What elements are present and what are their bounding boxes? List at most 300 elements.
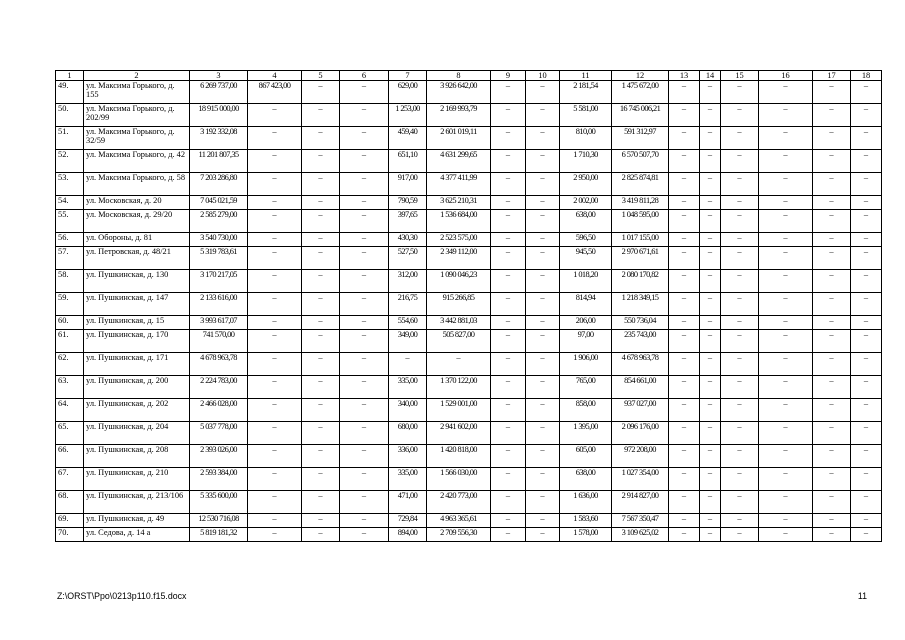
value-cell: 3 625 210,31 [427,196,491,210]
empty-cell: – [248,353,302,376]
value-cell: 854 661,00 [612,376,669,399]
empty-cell: – [759,81,813,104]
empty-cell: – [491,316,526,330]
empty-cell: – [302,233,340,247]
row-number: 63. [56,376,84,399]
value-cell: 3 192 332,08 [190,127,248,150]
empty-cell: – [721,210,759,233]
empty-cell: – [340,233,389,247]
address-cell: ул. Московская, д. 20 [84,196,190,210]
empty-cell: – [759,422,813,445]
row-number: 67. [56,468,84,491]
empty-cell: – [526,468,560,491]
empty-cell: – [700,353,721,376]
empty-cell: – [759,376,813,399]
table-row [56,422,882,445]
empty-cell: – [491,247,526,270]
value-cell: 3 109 625,02 [612,528,669,542]
empty-cell: – [491,173,526,196]
empty-cell: – [759,196,813,210]
empty-cell: – [700,422,721,445]
empty-cell: – [491,330,526,353]
column-number: 2 [84,71,190,81]
empty-cell: – [813,247,851,270]
address-cell: ул. Максима Горького, д. 32/59 [84,127,190,150]
empty-cell: – [700,445,721,468]
value-cell: 2 950,00 [560,173,612,196]
value-cell: 915 266,85 [427,293,491,316]
empty-cell: – [669,173,700,196]
empty-cell: – [851,376,882,399]
column-number: 18 [851,71,882,81]
empty-cell: – [851,173,882,196]
empty-cell: – [491,514,526,528]
row-number: 65. [56,422,84,445]
column-number: 8 [427,71,491,81]
empty-cell: – [851,353,882,376]
empty-cell: – [526,247,560,270]
column-number: 14 [700,71,721,81]
empty-cell: – [700,210,721,233]
column-number: 16 [759,71,813,81]
value-cell: 7 203 286,80 [190,173,248,196]
table-row [56,210,882,233]
value-cell: 2 601 019,11 [427,127,491,150]
empty-cell: – [340,270,389,293]
value-cell: 2 393 026,00 [190,445,248,468]
table-row [56,127,882,150]
column-number: 5 [302,71,340,81]
empty-cell: – [669,353,700,376]
empty-cell: – [700,127,721,150]
table-row [56,270,882,293]
value-cell: 4 963 365,61 [427,514,491,528]
empty-cell: – [302,528,340,542]
empty-cell: – [721,491,759,514]
empty-cell: – [700,468,721,491]
value-cell: 5 319 783,61 [190,247,248,270]
table-row [56,468,882,491]
column-number: 11 [560,71,612,81]
value-cell: 741 570,00 [190,330,248,353]
empty-cell: – [851,399,882,422]
empty-cell: – [491,376,526,399]
empty-cell: – [248,127,302,150]
empty-cell: – [302,422,340,445]
empty-cell: – [813,376,851,399]
empty-cell: – [340,514,389,528]
value-cell: 2 002,00 [560,196,612,210]
column-number: 12 [612,71,669,81]
table-row [56,491,882,514]
data-table [55,70,882,542]
empty-cell: – [526,196,560,210]
empty-cell: – [340,353,389,376]
empty-cell: – [851,316,882,330]
empty-cell: – [700,196,721,210]
empty-cell: – [669,376,700,399]
row-number: 69. [56,514,84,528]
value-cell: 3 993 617,07 [190,316,248,330]
value-cell: 6 269 737,00 [190,81,248,104]
value-cell: 206,00 [560,316,612,330]
empty-cell: – [721,353,759,376]
empty-cell: – [526,528,560,542]
empty-cell: – [248,514,302,528]
empty-cell: – [340,528,389,542]
empty-cell: – [248,270,302,293]
value-cell: 1 090 046,23 [427,270,491,293]
value-cell: 591 312,97 [612,127,669,150]
empty-cell: – [851,233,882,247]
value-cell: 2 080 170,82 [612,270,669,293]
value-cell: 11 201 807,35 [190,150,248,173]
column-number: 3 [190,71,248,81]
address-cell: ул. Пушкинская, д. 130 [84,270,190,293]
value-cell: 5 037 778,00 [190,422,248,445]
empty-cell: – [813,127,851,150]
empty-cell: – [759,316,813,330]
value-cell: 2 466 028,00 [190,399,248,422]
empty-cell: – [248,173,302,196]
empty-cell: – [759,293,813,316]
value-cell: 1 420 818,00 [427,445,491,468]
empty-cell: – [302,445,340,468]
empty-cell: – [526,316,560,330]
empty-cell: – [340,422,389,445]
value-cell: 894,00 [389,528,427,542]
value-cell: 97,00 [560,330,612,353]
empty-cell: – [721,233,759,247]
empty-cell: – [851,247,882,270]
empty-cell: – [248,330,302,353]
value-cell: 1 048 595,00 [612,210,669,233]
address-cell: ул. Максима Горького, д. 42 [84,150,190,173]
value-cell: 729,84 [389,514,427,528]
empty-cell: – [302,150,340,173]
empty-cell: – [491,468,526,491]
empty-cell: – [813,445,851,468]
address-cell: ул. Петровская, д. 48/21 [84,247,190,270]
empty-cell: – [669,491,700,514]
row-number: 57. [56,247,84,270]
empty-cell: – [700,376,721,399]
address-cell: ул. Пушкинская, д. 170 [84,330,190,353]
empty-cell: – [721,445,759,468]
row-number: 52. [56,150,84,173]
empty-cell: – [248,150,302,173]
value-cell: 2 941 602,00 [427,422,491,445]
empty-cell: – [851,270,882,293]
empty-cell: – [813,399,851,422]
empty-cell: – [813,104,851,127]
value-cell: 5 819 181,32 [190,528,248,542]
empty-cell: – [491,270,526,293]
empty-cell: – [813,468,851,491]
value-cell: 2 709 556,30 [427,528,491,542]
table-row [56,376,882,399]
empty-cell: – [669,468,700,491]
empty-cell: – [248,233,302,247]
empty-cell: – [759,353,813,376]
empty-cell: – [340,330,389,353]
empty-cell: – [700,270,721,293]
empty-cell: – [526,173,560,196]
empty-cell: – [851,422,882,445]
value-cell: 1 370 122,00 [427,376,491,399]
empty-cell: – [340,210,389,233]
row-number: 58. [56,270,84,293]
empty-cell: – [340,247,389,270]
empty-cell: – [340,316,389,330]
column-number: 7 [389,71,427,81]
empty-cell: – [721,528,759,542]
empty-cell: – [669,514,700,528]
empty-cell: – [248,293,302,316]
empty-cell: – [813,353,851,376]
value-cell: 527,50 [389,247,427,270]
empty-cell: – [302,270,340,293]
value-cell: 1 017 155,00 [612,233,669,247]
empty-cell: – [669,293,700,316]
empty-cell: – [526,233,560,247]
empty-cell: – [721,247,759,270]
column-number: 10 [526,71,560,81]
value-cell: 2 420 773,00 [427,491,491,514]
value-cell: 651,10 [389,150,427,173]
value-cell: 790,59 [389,196,427,210]
address-cell: ул. Максима Горького, д. 202/99 [84,104,190,127]
value-cell: 4 678 963,78 [612,353,669,376]
empty-cell: – [813,528,851,542]
empty-cell: – [669,316,700,330]
empty-cell: – [721,127,759,150]
empty-cell: – [669,399,700,422]
value-cell: 5 581,00 [560,104,612,127]
empty-cell: – [759,528,813,542]
empty-cell: – [526,376,560,399]
empty-cell: – [759,150,813,173]
address-cell: ул. Пушкинская, д. 210 [84,468,190,491]
value-cell: 596,50 [560,233,612,247]
empty-cell: – [669,330,700,353]
table-row [56,528,882,542]
footer-file-path: Z:\ORST\Ppo\0213p110.f15.docx [57,591,187,601]
value-cell: 5 335 600,00 [190,491,248,514]
empty-cell: – [813,270,851,293]
empty-cell: – [526,127,560,150]
value-cell: 2 133 616,00 [190,293,248,316]
empty-cell: – [813,81,851,104]
value-cell: 7 045 021,59 [190,196,248,210]
address-cell: ул. Пушкинская, д. 202 [84,399,190,422]
empty-cell: – [759,270,813,293]
empty-cell: – [302,81,340,104]
empty-cell: – [851,528,882,542]
value-cell: 1 395,00 [560,422,612,445]
empty-cell: – [700,399,721,422]
empty-cell: – [759,127,813,150]
empty-cell: – [526,81,560,104]
row-number: 59. [56,293,84,316]
row-number: 61. [56,330,84,353]
empty-cell: – [851,150,882,173]
empty-cell: – [669,422,700,445]
value-cell: 12 530 716,08 [190,514,248,528]
empty-cell: – [813,514,851,528]
empty-cell: – [813,422,851,445]
empty-cell: – [302,196,340,210]
address-cell: ул. Пушкинская, д. 49 [84,514,190,528]
empty-cell: – [759,491,813,514]
value-cell: 2 593 384,00 [190,468,248,491]
value-cell: 335,00 [389,468,427,491]
empty-cell: – [721,81,759,104]
empty-cell: – [851,514,882,528]
empty-cell: – [759,445,813,468]
table-row [56,81,882,104]
empty-cell: – [669,528,700,542]
empty-cell: – [759,514,813,528]
table-row [56,293,882,316]
empty-cell: – [700,173,721,196]
empty-cell: – [721,468,759,491]
empty-cell: – [491,210,526,233]
empty-cell: – [759,104,813,127]
empty-cell: – [302,399,340,422]
value-cell: 335,00 [389,376,427,399]
empty-cell: – [721,514,759,528]
empty-cell: – [491,293,526,316]
address-cell: ул. Максима Горького, д. 155 [84,81,190,104]
table-row [56,399,882,422]
empty-cell: – [700,528,721,542]
empty-cell: – [302,330,340,353]
empty-cell: – [759,330,813,353]
value-cell: 1 536 684,00 [427,210,491,233]
value-cell: 1 583,60 [560,514,612,528]
empty-cell: – [491,233,526,247]
row-number: 70. [56,528,84,542]
empty-cell: – [669,81,700,104]
value-cell: 4 631 299,65 [427,150,491,173]
row-number: 53. [56,173,84,196]
address-cell: ул. Обороны, д. 81 [84,233,190,247]
value-cell: 638,00 [560,210,612,233]
value-cell: 3 926 642,00 [427,81,491,104]
value-cell: 4 377 411,99 [427,173,491,196]
value-cell: 858,00 [560,399,612,422]
empty-cell: – [340,127,389,150]
value-cell: 1 027 354,00 [612,468,669,491]
value-cell: 4 678 963,78 [190,353,248,376]
empty-cell: – [669,445,700,468]
empty-cell: – [340,104,389,127]
value-cell: 349,00 [389,330,427,353]
empty-cell: – [813,173,851,196]
empty-cell: – [526,104,560,127]
value-cell: 810,00 [560,127,612,150]
empty-cell: – [248,210,302,233]
empty-cell: – [721,376,759,399]
empty-cell: – [248,316,302,330]
column-number: 17 [813,71,851,81]
empty-cell: – [302,173,340,196]
empty-cell: – [851,210,882,233]
value-cell: 1 253,00 [389,104,427,127]
empty-cell: – [721,173,759,196]
empty-cell: – [526,399,560,422]
value-cell: 216,75 [389,293,427,316]
value-cell: 2 825 874,81 [612,173,669,196]
value-cell: 1 906,00 [560,353,612,376]
empty-cell: – [721,150,759,173]
empty-cell: – [851,468,882,491]
empty-cell: – [700,247,721,270]
empty-cell: – [340,491,389,514]
value-cell: 3 442 881,03 [427,316,491,330]
value-cell: 2 169 993,79 [427,104,491,127]
table-row [56,353,882,376]
empty-cell: – [491,399,526,422]
empty-cell: – [340,173,389,196]
empty-cell: – [700,330,721,353]
value-cell: 312,00 [389,270,427,293]
value-cell: 1 710,30 [560,150,612,173]
empty-cell: – [669,233,700,247]
empty-cell: – [491,353,526,376]
empty-cell: – [302,293,340,316]
empty-cell: – [248,399,302,422]
address-cell: ул. Пушкинская, д. 171 [84,353,190,376]
empty-cell: – [759,233,813,247]
empty-cell: – [851,127,882,150]
row-number: 60. [56,316,84,330]
empty-cell: – [340,81,389,104]
row-number: 50. [56,104,84,127]
empty-cell: – [759,247,813,270]
empty-cell: – [491,150,526,173]
column-number-row [56,71,882,81]
empty-cell: – [669,127,700,150]
empty-cell: – [813,491,851,514]
empty-cell: – [700,491,721,514]
empty-cell: – [851,81,882,104]
address-cell: ул. Пушкинская, д. 213/106 [84,491,190,514]
empty-cell: – [669,196,700,210]
empty-cell: – [248,422,302,445]
table-row [56,196,882,210]
address-cell: ул. Пушкинская, д. 204 [84,422,190,445]
empty-cell: – [813,293,851,316]
row-number: 49. [56,81,84,104]
value-cell: 765,00 [560,376,612,399]
empty-cell: – [721,104,759,127]
empty-cell: – [526,293,560,316]
value-cell: 2 970 671,61 [612,247,669,270]
empty-cell: – [248,247,302,270]
value-cell: 1 218 349,15 [612,293,669,316]
value-cell: 1 578,00 [560,528,612,542]
value-cell: 1 529 001,00 [427,399,491,422]
empty-cell: – [491,491,526,514]
empty-cell: – [302,316,340,330]
empty-cell: – [851,491,882,514]
empty-cell: – [700,514,721,528]
empty-cell: – [302,127,340,150]
value-cell: 1 018,20 [560,270,612,293]
value-cell: 340,00 [389,399,427,422]
